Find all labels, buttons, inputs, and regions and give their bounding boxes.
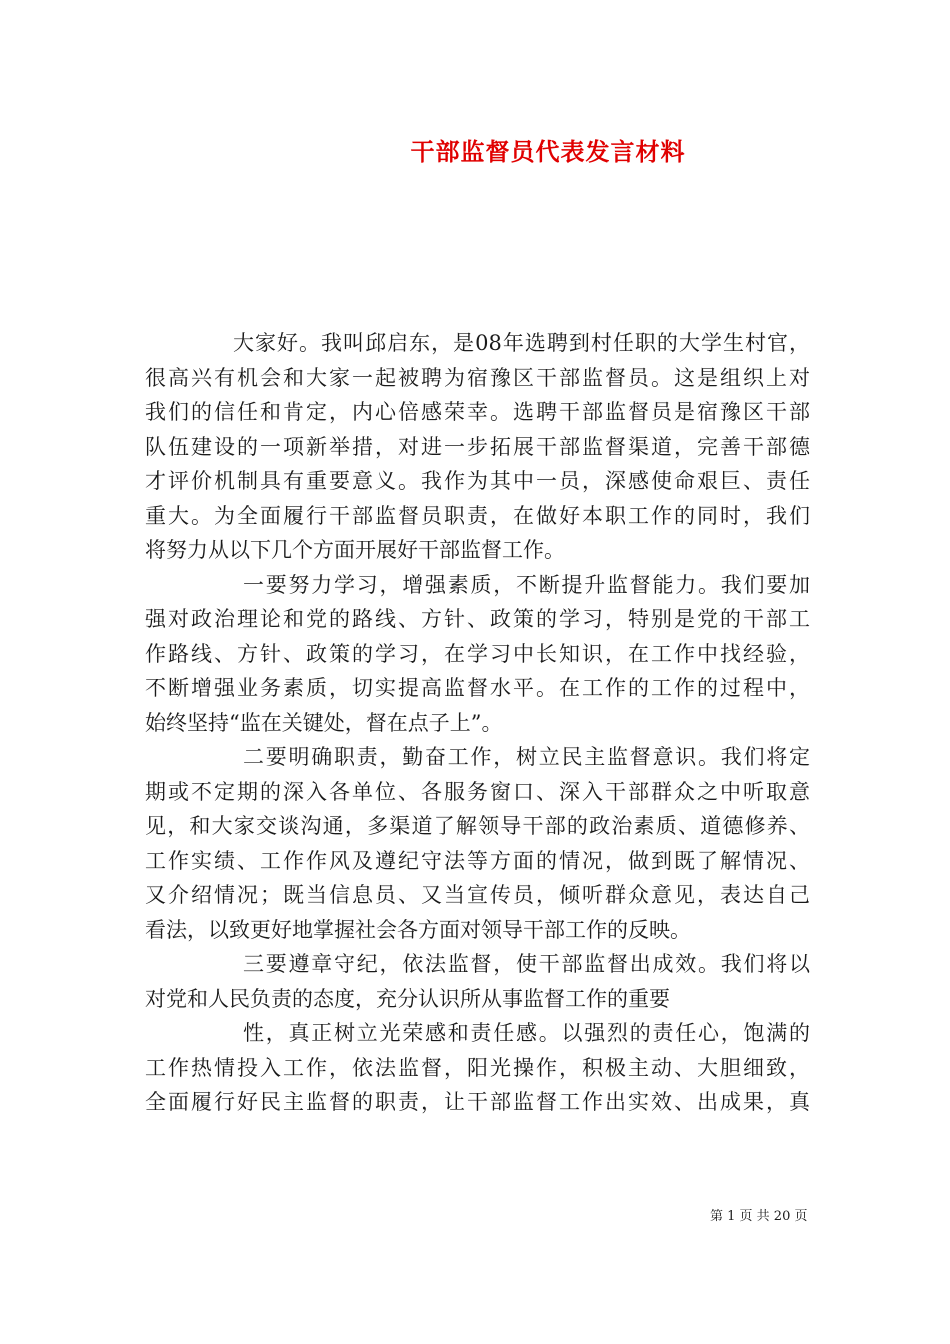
page-number-footer: 第 1 页 共 20 页 (710, 1209, 808, 1224)
paragraph-line: 始终坚持“监在关键处，督在点子上”。 (145, 710, 503, 735)
paragraph-line: 看法，以致更好地掌握社会各方面对领导干部工作的反映。 (145, 917, 691, 942)
paragraph-line: 作路线、方针、政策的学习，在学习中长知识，在工作中找经验， (145, 641, 810, 666)
paragraph-line: 强对政治理论和党的路线、方针、政策的学习，特别是党的干部工 (145, 607, 810, 631)
paragraph-line: 我们的信任和肯定，内心倍感荣幸。选聘干部监督员是宿豫区干部 (145, 400, 810, 424)
paragraph-line: 对党和人民负责的态度，充分认识所从事监督工作的重要 (145, 986, 670, 1011)
paragraph-line: 大家好。我叫邱启东，是08年选聘到村任职的大学生村官， (233, 331, 810, 355)
paragraph-line: 重大。为全面履行干部监督员职责，在做好本职工作的同时，我们 (145, 503, 810, 528)
paragraph-line: 工作实绩、工作作风及遵纪守法等方面的情况，做到既了解情况、 (145, 848, 810, 873)
document-body (145, 326, 810, 1120)
paragraph-line: 才评价机制具有重要意义。我作为其中一员，深感使命艰巨、责任 (145, 469, 810, 493)
paragraph-line: 期或不定期的深入各单位、各服务窗口、深入干部群众之中听取意 (145, 779, 810, 804)
paragraph-line: 全面履行好民主监督的职责，让干部监督工作出实效、出成果，真 (145, 1090, 810, 1114)
paragraph-line: 队伍建设的一项新举措，对进一步拓展干部监督渠道，完善干部德 (145, 434, 810, 459)
paragraph-line: 见，和大家交谈沟通，多渠道了解领导干部的政治素质、道德修养、 (145, 814, 810, 838)
paragraph-line: 很高兴有机会和大家一起被聘为宿豫区干部监督员。这是组织上对 (145, 365, 810, 390)
paragraph-line: 二要明确职责，勤奋工作，树立民主监督意识。我们将定 (243, 745, 810, 769)
paragraph-line: 三要遵章守纪，依法监督，使干部监督出成效。我们将以 (243, 952, 810, 976)
paragraph-line: 性，真正树立光荣感和责任感。以强烈的责任心，饱满的 (243, 1021, 810, 1045)
paragraph-line: 不断增强业务素质，切实提高监督水平。在工作的工作的过程中， (145, 676, 810, 700)
paragraph-line: 工作热情投入工作，依法监督，阳光操作，积极主动、大胆细致， (145, 1055, 810, 1080)
page-title: 干部监督员代表发言材料 (410, 137, 686, 166)
paragraph-line: 将努力从以下几个方面开展好干部监督工作。 (145, 538, 565, 562)
paragraph-line: 又介绍情况；既当信息员、又当宣传员，倾听群众意见，表达自己 (145, 883, 810, 907)
paragraph-line: 一要努力学习，增强素质，不断提升监督能力。我们要加 (243, 572, 810, 597)
